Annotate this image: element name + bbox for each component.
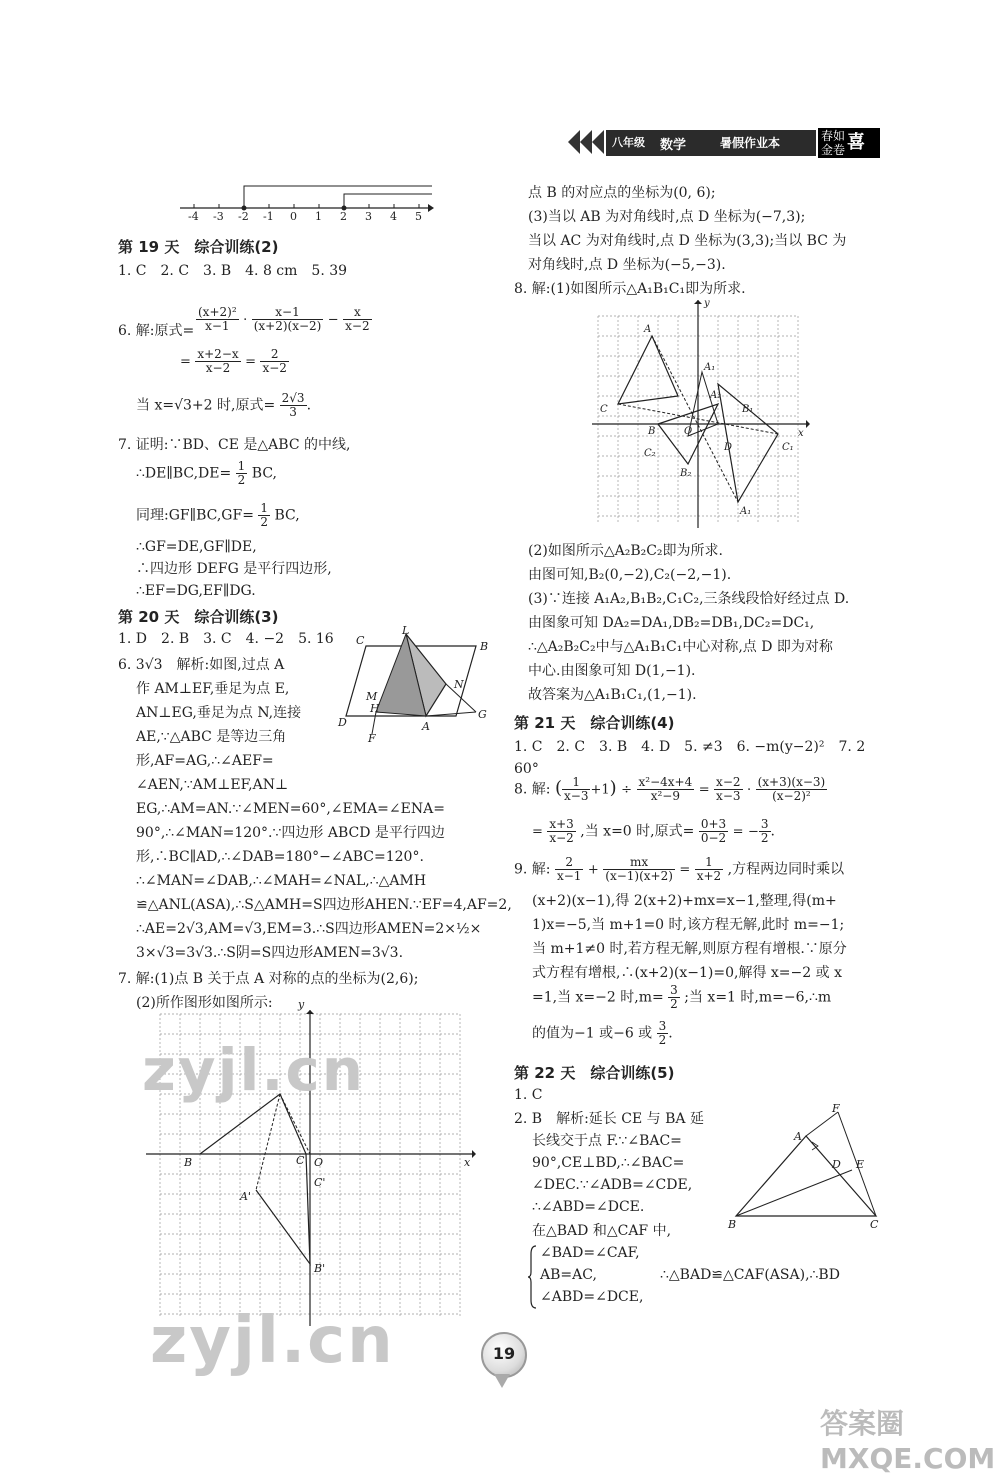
day19-q7-line2: ∴DE∥BC,DE= $\frac{1}{2}$ BC, (136, 459, 277, 487)
fig-label: y (704, 298, 710, 309)
day19-q7-line1: 7. 证明:∵BD、CE 是△ABC 的中线, (118, 437, 351, 453)
right-line: (3)当以 AB 为对角线时,点 D 坐标为(−7,3); (528, 209, 806, 225)
day21-answers: 1. C 2. C 3. B 4. D 5. ≠3 6. −m(y−2)² 7. 2 (514, 739, 866, 755)
fig-label: B (184, 1156, 193, 1169)
day21-q8-result: = $\frac{x+3}{x-2}$ ,当 x=0 时,原式= $\frac{0+3}{0-2}$ = − $\frac{3}{2}$ . (532, 817, 775, 845)
watermark: zyjl.cn (142, 1036, 366, 1104)
right-q8-line: 由图象可知 DA₂=DA₁,DB₂=DB₁,DC₂=DC₁, (528, 615, 815, 631)
text: BC, (274, 507, 300, 524)
day22-q2-line: 90°,CE⊥BD,∴∠BAC= (532, 1155, 685, 1171)
day22-brace-tail: ∴△BAD≌△CAF(ASA),∴BD (660, 1267, 840, 1283)
fig-label: A (644, 324, 652, 335)
header-arrows (566, 128, 606, 156)
text: BC, (251, 465, 277, 482)
frac-num: (x+2)² (198, 305, 237, 319)
frac-den: x−1 (205, 319, 230, 333)
frac-num: 2√3 (281, 391, 305, 405)
day22-q2-line: 在△BAD 和△CAF 中, (532, 1223, 672, 1239)
fig-label: A₂ (710, 390, 722, 401)
right-q8-line: (2)如图所示△A₂B₂C₂即为所求. (528, 543, 723, 559)
fig-label: B₂ (680, 468, 692, 479)
day21-q9-line: 式方程有增根,∴(x+2)(x−1)=0,解得 x=−2 或 x (532, 965, 842, 981)
corner-watermark (820, 1402, 996, 1475)
fig-label: y (298, 998, 305, 1011)
fig-label: C' (314, 1176, 326, 1189)
tick-label: -3 (213, 210, 224, 223)
frac-den: x−2 (262, 361, 287, 375)
day20-q6-line: 作 AM⊥EF,垂足为点 E, (136, 681, 290, 697)
text: 当 x=√3+2 时,原式= (136, 397, 276, 414)
right-q8-line: 故答案为△A₁B₁C₁,(1,−1). (528, 687, 697, 703)
page-number-pin (494, 1374, 510, 1388)
day20-q6-line: EG,∴AM=AN.∵∠MEN=60°,∠EMA=∠ENA= (136, 801, 445, 817)
day20-q6-line: ∴∠MAN=∠DAB,∴∠MAH=∠NAL,∴△AMH (136, 873, 427, 889)
page-number: 19 (481, 1332, 527, 1378)
right-line: 当以 AC 为对角线时,点 D 坐标为(3,3);当以 BC 为 (528, 233, 847, 249)
brand-logo: 喜 (847, 132, 865, 153)
figure-grid-right (592, 296, 812, 528)
brand-bottom: 金卷 (821, 143, 846, 157)
fig-label: H (370, 702, 380, 715)
fig-label: C (356, 634, 365, 647)
tick-label: 1 (315, 210, 322, 223)
brand-top: 春如 (821, 129, 846, 143)
fig-label: A₁ (740, 506, 752, 517)
fig-label: x (798, 428, 804, 439)
text: = (732, 824, 744, 840)
fig-label: A₁ (704, 362, 716, 373)
tick-label: 2 (340, 210, 347, 223)
frac-num: x (343, 306, 371, 320)
fig-label: D (724, 442, 733, 453)
day20-answers: 1. D 2. B 3. C 4. −2 5. 16 (118, 631, 334, 647)
day19-q6-expr2: = $\frac{x+2-x}{x-2}$ = $\frac{2}{x-2}$ (180, 347, 287, 375)
day20-q6-line: AE,∵△ABC 是等边三角 (136, 729, 287, 745)
day19-q7-line4: ∴GF=DE,GF∥DE, (136, 539, 257, 555)
day21-q9-line: 当 m+1≠0 时,若方程无解,则原方程有增根.∵原分 (532, 941, 847, 957)
fig-label: L (402, 624, 410, 637)
text: = (532, 824, 543, 840)
fig-label: M (366, 690, 378, 703)
day20-q6-line: 形,∴BC∥AD,∴∠DAB=180°−∠ABC=120°. (136, 849, 424, 865)
fig-label: C (296, 1154, 305, 1167)
day20-q6-line: ∴AE=2√3,AM=√3,EM=3.∴S四边形AMEN=2×½× (136, 921, 482, 937)
day19-answers: 1. C 2. C 3. B 4. 8 cm 5. 39 (118, 263, 348, 279)
day22-q2-line: 2. B 解析:延长 CE 与 BA 延 (514, 1111, 704, 1127)
text: 同理:GF∥BC,GF= (136, 507, 254, 524)
brace (528, 1244, 538, 1310)
fig-label: C₂ (644, 448, 656, 459)
tick-label: -4 (188, 210, 199, 223)
fig-label: x (464, 1156, 471, 1169)
fig-label: O (314, 1156, 324, 1169)
text: 的值为−1 或−6 或 (532, 1025, 653, 1042)
fig-label: O (684, 426, 693, 437)
number-line-ticks (184, 210, 444, 224)
tick-label: -2 (238, 210, 249, 223)
section-title-day21: 第 21 天 综合训练(4) (514, 714, 675, 732)
tick-label: 3 (365, 210, 372, 223)
text: ;当 x=1 时,m=−6,∴m (684, 989, 832, 1006)
text: 8. 解: (514, 781, 551, 798)
text: =1,当 x=−2 时,m= (532, 989, 664, 1006)
frac-den: 3 (289, 405, 297, 419)
day21-answers-cont: 60° (514, 761, 539, 777)
day21-q9-line: (x+2)(x−1),得 2(x+2)+mx=x−1,整理,得(m+ (532, 893, 837, 909)
day19-q7-line3: 同理:GF∥BC,GF= $\frac{1}{2}$ BC, (136, 501, 300, 529)
text: ∴DE∥BC,DE= (136, 465, 232, 482)
day21-q9-final: 的值为−1 或−6 或 $\frac{3}{2}$ . (532, 1019, 673, 1047)
day22-brace-line: ∠BAD=∠CAF, (540, 1245, 640, 1261)
day20-q6-line: AN⊥EG,垂足为点 N,连接 (136, 705, 302, 721)
frac-den: x−2 (345, 319, 370, 333)
text: 9. 解: (514, 861, 551, 878)
section-title-day20: 第 20 天 综合训练(3) (118, 608, 279, 626)
fig-label: N (454, 678, 464, 691)
fig-label: D (338, 716, 347, 729)
right-q8-line: 中心.由图象可知 D(1,−1). (528, 663, 696, 679)
frac-den: x−2 (205, 361, 231, 375)
tick-label: 4 (390, 210, 397, 223)
day21-q9-line-frac: =1,当 x=−2 时,m= $\frac{3}{2}$ ;当 x=1 时,m=−6,∴m (532, 983, 832, 1011)
fig-label: E (856, 1158, 865, 1171)
fig-label: A' (240, 1190, 251, 1203)
day22-q2-line: 长线交于点 F.∵∠BAC= (532, 1133, 682, 1149)
day20-q6-line: ≌△ANL(ASA),∴S△AMH=S四边形AHEN.∵EF=4,AF=2, (136, 897, 512, 913)
section-title-day19: 第 19 天 综合训练(2) (118, 238, 279, 256)
right-q8-line: (3)∵连接 A₁A₂,B₁B₂,C₁C₂,三条线段恰好经过点 D. (528, 591, 850, 607)
day21-q9-expr: 9. 解: $\frac{2}{x-1}$ + $\frac{mx}{(x-1)(x+2)}$ = $\frac{1}{x+2}$ ,方程两边同时乘以 (514, 855, 845, 883)
day21-q9-line: 1)x=−5,当 m+1=0 时,该方程无解,此时 m=−1; (532, 917, 845, 933)
header-subject: 数学 (660, 138, 687, 153)
day22-brace-line: ∠ABD=∠DCE, (540, 1289, 644, 1305)
section-title-day22: 第 22 天 综合训练(5) (514, 1064, 675, 1082)
day20-q7-line2: (2)所作图形如图所示: (136, 995, 273, 1011)
right-line: 点 B 的对应点的坐标为(0, 6); (528, 185, 716, 201)
fig-label: B (648, 426, 656, 437)
day22-q2-line: ∴∠ABD=∠DCE. (532, 1199, 645, 1215)
fig-label: F (832, 1102, 840, 1115)
frac-num: x−1 (252, 306, 324, 320)
fig-label: C (600, 404, 608, 415)
day20-q6-line: 3×√3=3√3.∴S阴=S四边形AMEN=3√3. (136, 945, 404, 961)
fig-label: F (368, 732, 376, 745)
fig-label: A (794, 1130, 802, 1143)
figure-parallelogram (336, 626, 492, 744)
text: ,当 x=0 时,原式= (580, 823, 695, 840)
header-grade: 八年级 (612, 136, 645, 149)
day20-q7-line1: 7. 解:(1)点 B 关于点 A 对称的点的坐标为(2,6); (118, 971, 419, 987)
fig-label: C (870, 1218, 879, 1231)
watermark: zyjl.cn (150, 1304, 395, 1378)
tick-label: 5 (415, 210, 422, 223)
fig-label: D (832, 1158, 841, 1171)
right-line: 对角线时,点 D 坐标为(−5,−3). (528, 257, 726, 273)
right-q8-line: 由图可知,B₂(0,−2),C₂(−2,−1). (528, 567, 732, 583)
fig-label: B' (314, 1262, 326, 1275)
fig-label: G (478, 708, 487, 721)
frac-den: (x+2)(x−2) (253, 319, 322, 333)
text: ,方程两边同时乘以 (727, 861, 845, 878)
tick-label: 0 (290, 210, 297, 223)
right-q8-line: ∴△A₂B₂C₂中与△A₁B₁C₁中心对称,点 D 即为对称 (528, 639, 833, 655)
day22-a1: 1. C (514, 1087, 543, 1103)
day20-q6-line: 6. 3√3 解析:如图,过点 A (118, 657, 285, 673)
tick-label: -1 (263, 210, 274, 223)
day20-q6-line: 形,AF=AG,∴∠AEF= (136, 753, 274, 769)
corner-text: 答案圈 MXQE.COM (820, 1407, 996, 1475)
fig-label: C₁ (782, 442, 794, 453)
day19-q6-when: 当 x=√3+2 时,原式= $\frac{2√3}{3}$ . (136, 391, 312, 419)
fig-label: B (480, 640, 489, 653)
frac-num: 2 (260, 348, 288, 362)
frac-num: x+2−x (197, 347, 239, 361)
day19-q7-line5: ∴四边形 DEFG 是平行四边形, (136, 561, 332, 577)
day20-q6-line: 90°,∴∠MAN=120°.∵四边形 ABCD 是平行四边 (136, 825, 445, 841)
header-book: 暑假作业本 (720, 136, 781, 150)
day20-q6-line: ∠AEN,∵AM⊥EF,AN⊥ (136, 777, 289, 793)
figure-triangle (726, 1102, 886, 1231)
day22-brace-line: AB=AC, (540, 1267, 597, 1283)
fig-label: A (422, 720, 430, 733)
fig-label: B (728, 1218, 737, 1231)
day19-q7-line6: ∴EF=DG,EF∥DG. (136, 583, 256, 599)
day21-q8-expr: 8. 解: ( $\frac{1}{x-3}$ +1) ÷ $\frac{\text{x²−4x+4}}{\text{x²−9}}$ = $\frac{x-2}{x-3}$ · $\frac{(x+3)(x-3)}{\text{(x−2)²}}$ (514, 775, 826, 803)
fig-label: B₁ (742, 404, 754, 415)
day19-q6-expr: $\frac{\text{(x+2)²}}{x-1}$ · $\frac{x-1}{(x+2)(x-2)}$ − $\frac{x}{x-2}$ (198, 305, 370, 333)
day19-q6-label: 6. 解:原式= (118, 323, 195, 339)
day22-q2-line: ∠DEC.∵∠ADB=∠CDE, (532, 1177, 693, 1193)
right-q8: 8. 解:(1)如图所示△A₁B₁C₁即为所求. (514, 281, 746, 297)
